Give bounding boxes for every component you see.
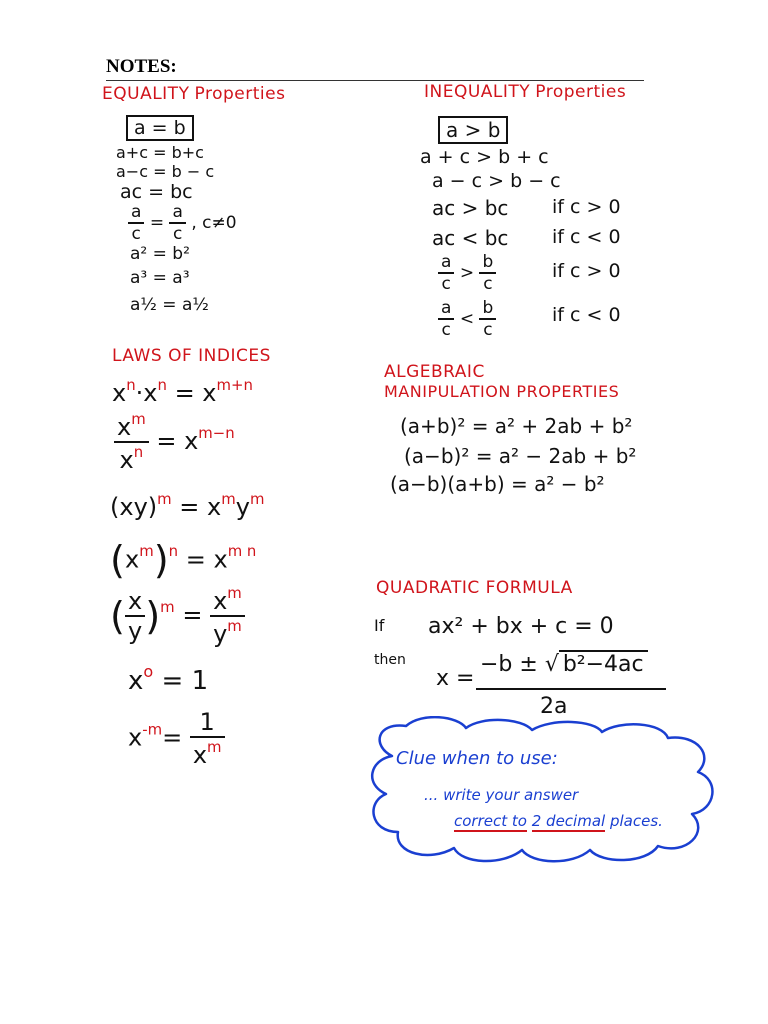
indices-power-of-power: $(x^m)^n = x^{m n}$ <box>110 538 257 583</box>
inequality-line-mulpos: ac > bc <box>432 196 509 220</box>
notes-title: NOTES: <box>106 56 177 77</box>
equality-line-root: a½ = a½ <box>130 295 209 315</box>
cloud-line-1: Clue when to use: <box>396 748 558 769</box>
equality-line-mul: ac = bc <box>120 181 193 203</box>
inequality-cond-2: if c < 0 <box>552 226 621 248</box>
inequality-cond-4: if c < 0 <box>552 304 621 326</box>
indices-power-of-product: $(xy)^m = x^my^m$ <box>110 490 265 522</box>
equality-line-sq: a² = b² <box>130 244 190 264</box>
algebraic-line-1: (a+b)² = a² + 2ab + b² <box>400 414 633 438</box>
inequality-line-divneg: $\frac{a}{c}$ < $\frac{b}{c}$ <box>438 298 496 340</box>
inequality-heading: INEQUALITY Properties <box>424 82 627 102</box>
indices-negative-power: $x^{-m}=$ $\frac{1}{x^m}$ <box>128 708 225 769</box>
indices-quotient-rule: $\frac{x^m}{x^n}$ = $x^{m-n}$ <box>114 410 235 474</box>
quadratic-numerator: −b ± √ b²−4ac <box>480 652 648 677</box>
quadratic-x-eq: x = <box>436 666 475 691</box>
title-rule <box>106 80 644 81</box>
cloud-line-3: correct to 2 decimal places. <box>454 812 663 830</box>
equality-line-add: a+c = b+c <box>116 143 204 162</box>
inequality-line-mulneg: ac < bc <box>432 226 509 250</box>
inequality-line-sub: a − c > b − c <box>432 170 561 192</box>
quadratic-denominator: 2a <box>540 694 568 719</box>
indices-heading: LAWS OF INDICES <box>112 346 271 366</box>
quadratic-if: If <box>374 616 385 635</box>
algebraic-heading-1: ALGEBRAIC <box>384 362 485 382</box>
quadratic-equation: ax² + bx + c = 0 <box>428 614 614 639</box>
quadratic-then: then <box>374 652 406 668</box>
inequality-line-add: a + c > b + c <box>420 146 549 168</box>
indices-zero-power: $x^o = 1$ <box>128 662 209 697</box>
inequality-cond-1: if c > 0 <box>552 196 621 218</box>
quadratic-fraction-bar <box>476 688 666 690</box>
equality-boxed: a = b <box>126 117 194 139</box>
cloud-line-2: ... write your answer <box>424 786 579 804</box>
indices-product-rule: $x^n\cdot x^n = x^{m+n}$ <box>112 376 253 408</box>
inequality-line-divpos: $\frac{a}{c}$ > $\frac{b}{c}$ <box>438 252 496 294</box>
algebraic-line-2: (a−b)² = a² − 2ab + b² <box>404 444 637 468</box>
indices-power-of-quotient: ( $\frac{x}{y}$ )$^m$ = $\frac{x^m}{y^m}$ <box>110 584 245 648</box>
quadratic-heading: QUADRATIC FORMULA <box>376 578 573 598</box>
inequality-boxed: a > b <box>438 118 508 142</box>
algebraic-heading-2: MANIPULATION PROPERTIES <box>384 382 620 401</box>
inequality-cond-3: if c > 0 <box>552 260 621 282</box>
algebraic-line-3: (a−b)(a+b) = a² − b² <box>390 472 605 496</box>
equality-line-cube: a³ = a³ <box>130 268 190 288</box>
equality-heading: EQUALITY Properties <box>102 84 286 104</box>
equality-line-sub: a−c = b − c <box>116 162 215 181</box>
equality-line-div: $\frac{a}{c}$ = $\frac{a}{c}$ , c≠0 <box>128 202 237 244</box>
